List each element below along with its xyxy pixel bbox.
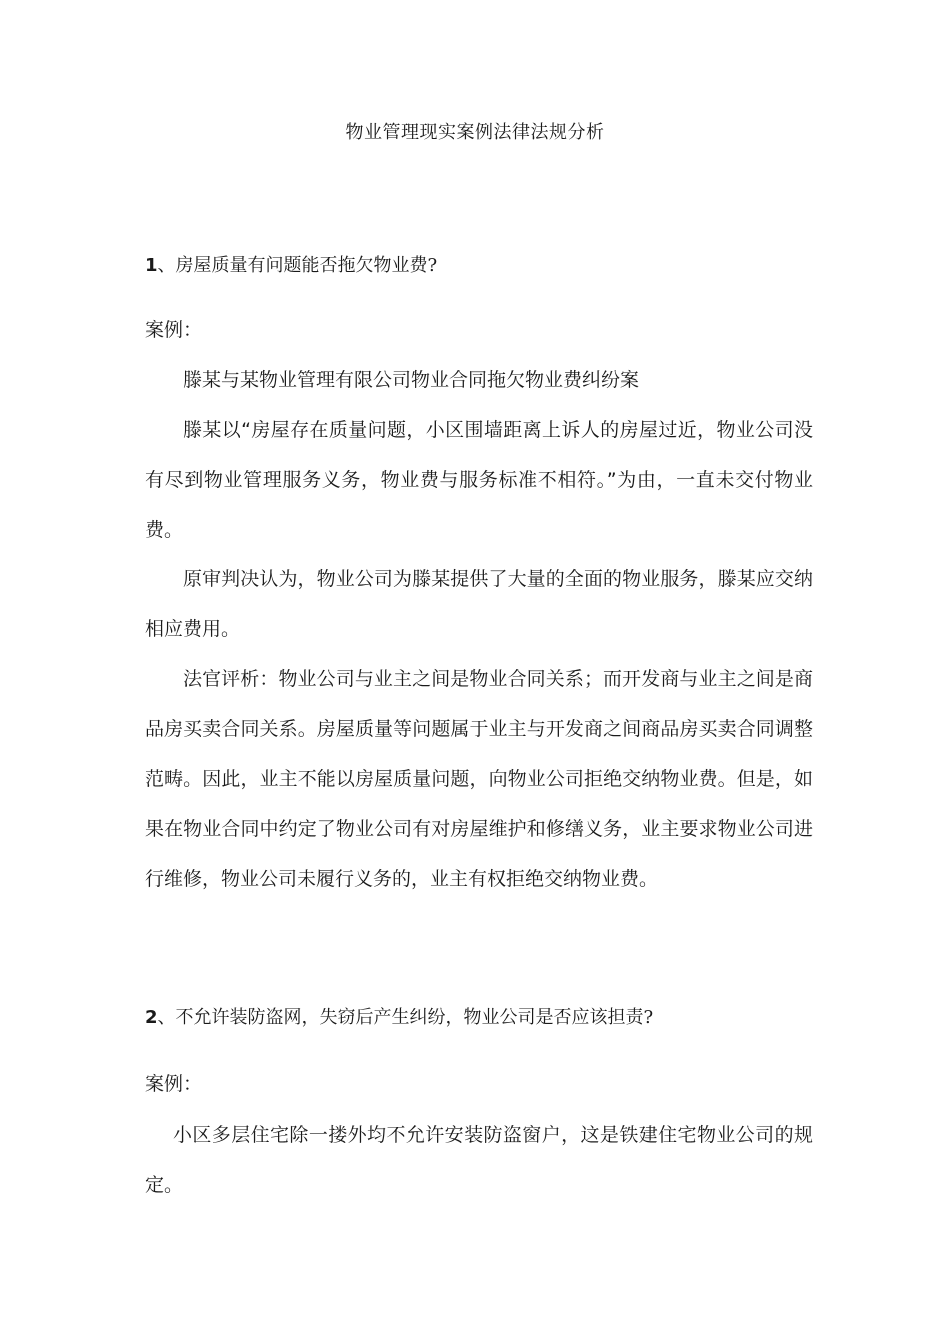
section-1-number: 1	[145, 255, 158, 276]
document-title: 物业管理现实案例法律法规分析	[345, 122, 605, 143]
section-2-heading-text: 、不允许装防盗网，失窃后产生纠纷，物业公司是否应该担责?	[157, 1007, 654, 1028]
section-2-paragraph-1: 小区多层住宅除一搂外均不允许安装防盗窗户，这是铁建住宅物业公司的规定。	[145, 1124, 813, 1196]
section-1-case-label: 案例：	[145, 319, 203, 341]
section-1-paragraph-3: 法官评析：物业公司与业主之间是物业合同关系；而开发商与业主之间是商品房买卖合同关系。房屋质量等问题属于业主与开发商之间商品房买卖合同调整范畴。因此，业主不能以房屋质量问题，向物业公司拒绝交纳物业费。但是，如果在物业合同中约定了物业公司有对房屋维护和修缮义务，业主要求物业公司进行维修，物业公司未履行义务的，业主有权拒绝交纳物业费。	[145, 668, 813, 890]
section-2-case-label: 案例：	[145, 1073, 203, 1095]
section-1-heading-text: 、房屋质量有问题能否拖欠物业费?	[157, 255, 438, 276]
section-1-case-title: 滕某与某物业管理有限公司物业合同拖欠物业费纠纷案	[183, 369, 640, 391]
section-1-paragraph-1: 滕某以“房屋存在质量问题，小区围墙距离上诉人的房屋过近，物业公司没有尽到物业管理服务义务，物业费与服务标准不相符。”为由，一直未交付物业费。	[145, 419, 813, 541]
section-2-heading	[145, 1006, 653, 1030]
section-1-heading	[145, 254, 437, 278]
section-2-number: 2	[145, 1007, 158, 1028]
section-1-paragraph-2: 原审判决认为，物业公司为滕某提供了大量的全面的物业服务，滕某应交纳相应费用。	[145, 568, 813, 640]
